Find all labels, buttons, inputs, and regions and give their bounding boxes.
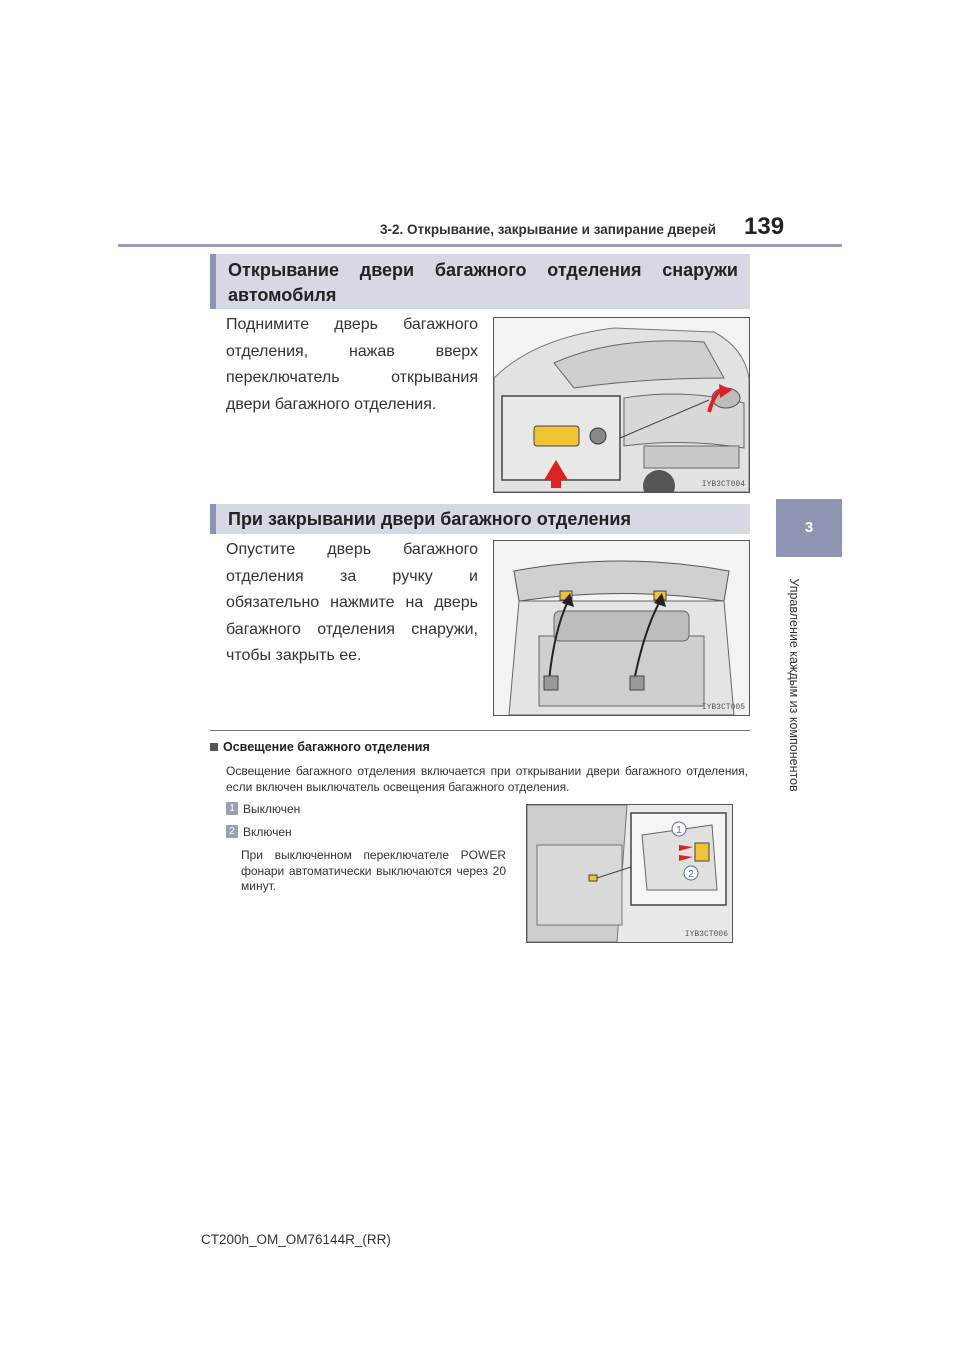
page-number: 139	[744, 213, 785, 240]
lighting-heading-text: Освещение багажного отделения	[223, 740, 430, 754]
chapter-title-vertical	[780, 560, 802, 820]
figure-trunk-open-switch	[493, 317, 750, 493]
item-label-off: Выключен	[243, 802, 301, 816]
header-divider	[118, 244, 842, 247]
section-heading-open-outside: Открывание двери багажного отделения снаружи автомобиля	[210, 254, 750, 309]
document-code: CT200h_OM_OM76144R_(RR)	[201, 1232, 391, 1247]
figure-code-label: IYB3CT006	[684, 930, 728, 939]
lighting-note: При выключенном переключателе POWER фонари автоматически выключаются через 20 минут.	[241, 848, 506, 893]
chapter-tab: 3	[776, 499, 842, 557]
section-header-title: 3-2. Открывание, закрывание и запирание дверей	[380, 222, 716, 237]
callout-2: 2	[688, 869, 694, 880]
figure-code-label: IYB3CT004	[701, 480, 745, 489]
bullet-square-icon	[210, 743, 218, 751]
chapter-title: Управление каждым из компонентов	[787, 578, 801, 792]
subsection-divider	[210, 730, 750, 731]
section-heading-closing: При закрывании двери багажного отделения	[210, 504, 750, 534]
lighting-body-text: Освещение багажного отделения включается при открывании двери багажного отделения, если включен выключатель освещения багажного отделения.	[226, 764, 748, 794]
subsection-heading-lighting	[210, 740, 430, 754]
trunk-interior-illustration	[494, 541, 749, 715]
car-rear-illustration	[494, 318, 749, 492]
item-badge-2: 2	[226, 825, 238, 838]
item-badge-1: 1	[226, 802, 238, 815]
luggage-light-illustration	[527, 805, 732, 942]
item-label-on: Включен	[243, 825, 292, 839]
section2-body-text: Опустите дверь багажного отделения за ручку и обязательно нажмите на дверь багажного отделения снаружи, чтобы закрыть ее.	[226, 541, 478, 664]
callout-1: 1	[676, 825, 682, 836]
figure-trunk-closing	[493, 540, 750, 716]
figure-code-label: IYB3CT005	[701, 703, 745, 712]
figure-luggage-light-switch	[526, 804, 733, 943]
section1-body-text: Поднимите дверь багажного отделения, нажав вверх переключатель открывания двери багажного отделения.	[226, 316, 478, 413]
